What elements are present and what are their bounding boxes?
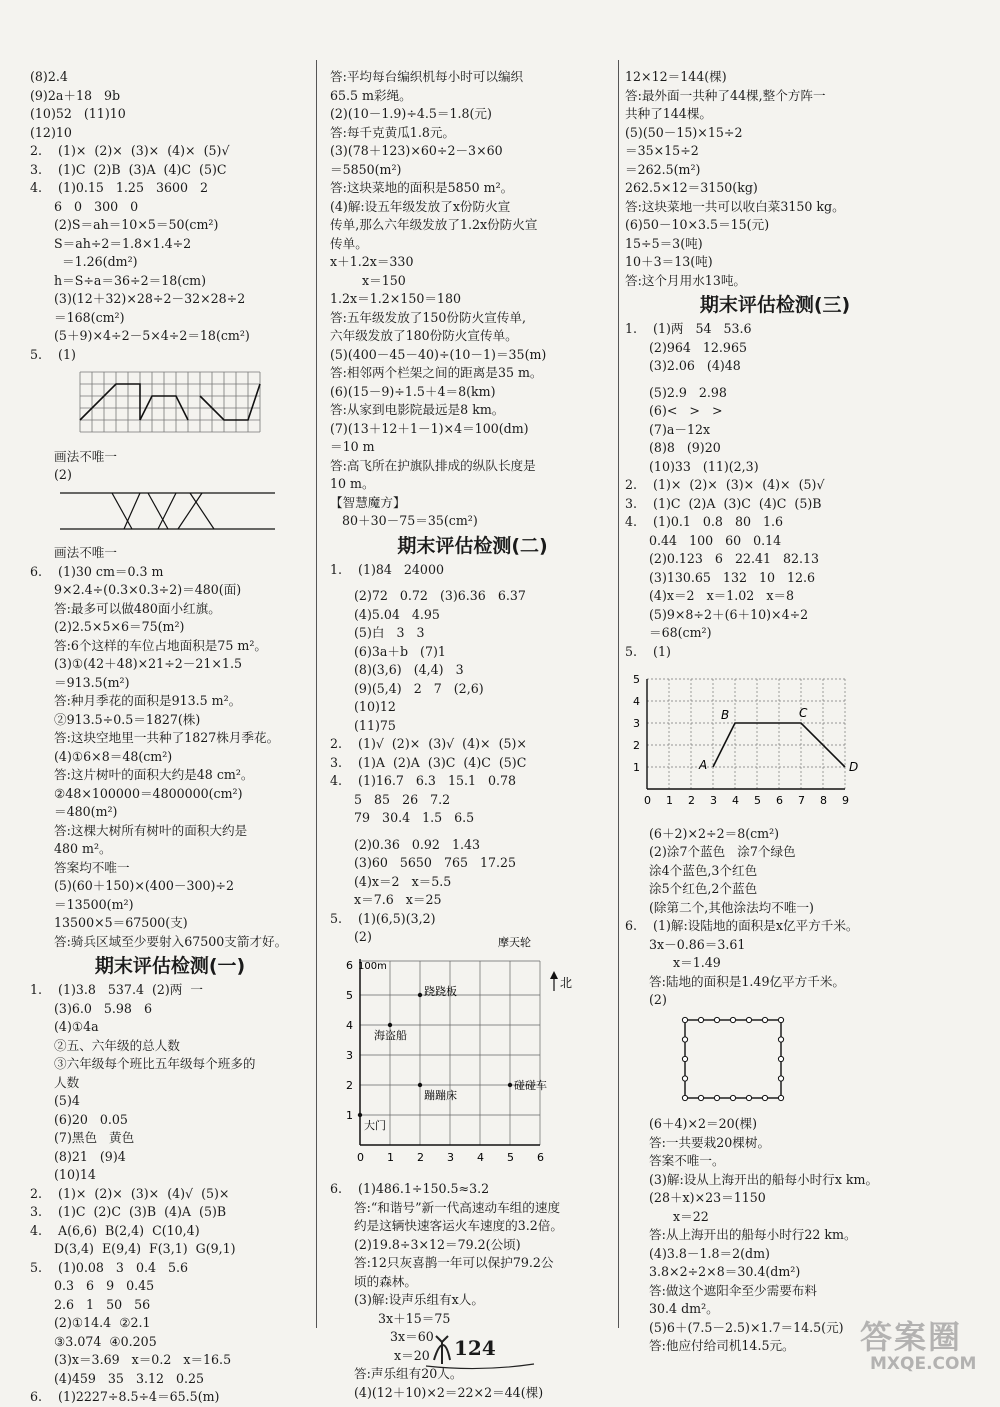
answer-line: 80＋30－75＝35(cm²) xyxy=(330,513,478,528)
answer-line: ②48×100000＝4800000(cm²) xyxy=(30,785,243,801)
answer-line: 1. (1)两 54 53.6 xyxy=(625,321,752,336)
answer-line: 2. (1)× (2)× (3)× (4)× (5)√ xyxy=(30,143,230,158)
answer-line: 答:五年级发放了150份防火宣传单, xyxy=(330,309,527,325)
y-tick-label: 1 xyxy=(633,761,640,774)
y-tick-label: 5 xyxy=(633,673,640,686)
tree-point xyxy=(682,1056,687,1061)
answer-line: 3x＋15＝75 xyxy=(330,1310,451,1326)
answer-line: (10)14 xyxy=(30,1167,96,1182)
connector-line xyxy=(148,493,168,529)
connector-line xyxy=(112,493,132,529)
bumper-car-label: 碰碰车 xyxy=(514,1078,547,1092)
answer-line: (2) xyxy=(330,929,372,944)
answer-line: (2)S＝ah＝10×5＝50(cm²) xyxy=(30,217,219,232)
tree-point xyxy=(746,1095,751,1100)
tree-point xyxy=(698,1095,703,1100)
answer-line: 5. (1) xyxy=(625,643,671,659)
answer-line: 2. (1)√ (2)× (3)√ (4)× (5)× xyxy=(330,736,527,751)
answer-line: 答:“和谐号”新一代高速动车组的速度 xyxy=(330,1199,561,1215)
answer-line: 6. (1)解:设陆地的面积是x亿平方千米。 xyxy=(625,918,859,933)
tree-point xyxy=(778,1036,783,1041)
answer-line: 涂4个蓝色,3个红色 xyxy=(625,862,758,878)
answer-line: S＝ah÷2＝1.8×1.4÷2 xyxy=(30,235,192,251)
answer-line: (3)(12＋32)×28÷2－32×28÷2 xyxy=(30,291,246,306)
answer-line: 答:从上海开出的船每小时行22 km。 xyxy=(625,1227,857,1242)
tree-point xyxy=(682,1036,687,1041)
answer-line: (10)12 xyxy=(330,699,396,714)
line-gap xyxy=(330,828,615,836)
answer-line: 1.2x＝1.2×150＝180 xyxy=(330,291,461,306)
answer-line: 12×12＝144(棵) xyxy=(625,69,727,84)
x-tick-label: 5 xyxy=(754,794,761,807)
answer-line: 答:从家到电影院最远是8 km。 xyxy=(330,402,505,417)
y-tick-label: 2 xyxy=(346,1078,353,1092)
point-label-d: D xyxy=(849,760,859,774)
tree-point xyxy=(762,1095,767,1100)
answer-line: (5)2.9 2.98 xyxy=(625,384,727,400)
answer-line: (除第二个,其他涂法均不唯一) xyxy=(625,899,814,915)
answer-line: (2)①14.4 ②2.1 xyxy=(30,1315,151,1330)
y-tick-label: 2 xyxy=(633,739,640,752)
answer-line: (6)(15－9)÷1.5＋4＝8(km) xyxy=(330,383,496,399)
answer-line: 人数 xyxy=(30,1074,80,1090)
watermark-url: MXQE.COM xyxy=(870,1354,977,1374)
answer-line: ＝168(cm²) xyxy=(30,309,125,325)
answer-line: 画法不唯一 xyxy=(30,448,117,464)
answer-line: 3x＝60 xyxy=(330,1329,434,1344)
answer-line: 答:做这个遮阳伞至少需要布料 xyxy=(625,1282,817,1298)
drawn-shape xyxy=(200,384,260,420)
answer-line: 4. (1)16.7 6.3 15.1 0.78 xyxy=(330,773,517,788)
answer-line: 6. (1)30 cm＝0.3 m xyxy=(30,563,164,579)
answer-line: 答:相邻两个栏架之间的距离是35 m。 xyxy=(330,365,543,380)
tree-point xyxy=(730,1017,735,1022)
answer-line: 答:这块空地里一共种了1827株月季花。 xyxy=(30,730,280,745)
answer-line: 传单,那么六年级发放了1.2x份防火宣 xyxy=(330,217,538,232)
answer-line: (3)130.65 132 10 12.6 xyxy=(625,569,816,585)
answer-line: 共种了144棵。 xyxy=(625,106,713,121)
answer-line: (3)解:设声乐组有x人。 xyxy=(330,1292,484,1307)
answer-line: x＋1.2x＝330 xyxy=(330,254,414,269)
answer-line: (8)21 (9)4 xyxy=(30,1148,126,1164)
answer-line: 79 30.4 1.5 6.5 xyxy=(330,810,475,825)
grid-map xyxy=(330,935,615,1177)
answer-line: 传单。 xyxy=(330,235,368,251)
tree-point xyxy=(682,1017,687,1022)
x-tick-label: 9 xyxy=(842,794,849,807)
answer-line: 答:最多可以做480面小红旗。 xyxy=(30,600,221,616)
bumper-car-point xyxy=(508,1082,512,1086)
north-arrow-head xyxy=(550,971,558,979)
answer-line: (5)4 xyxy=(30,1093,80,1108)
answer-line: 2. (1)× (2)× (3)× (4)× (5)√ xyxy=(625,477,825,492)
answer-line: ＝68(cm²) xyxy=(625,625,712,640)
trampoline-point xyxy=(418,1082,422,1086)
answer-line: 顷的森林。 xyxy=(330,1273,417,1289)
y-tick-label: 3 xyxy=(633,717,640,730)
answer-line: (2) xyxy=(30,467,72,482)
answer-column-3 xyxy=(625,68,925,1356)
answer-line: 3. (1)C (2)B (3)A (4)C (5)C xyxy=(30,161,227,177)
answer-line: 六年级发放了180份防火宣传单。 xyxy=(330,328,518,343)
answer-line: (6)50－10×3.5＝15(元) xyxy=(625,217,770,232)
x-tick-label: 5 xyxy=(507,1150,514,1164)
answer-line: (10)52 (11)10 xyxy=(30,106,126,121)
x-tick-label: 7 xyxy=(798,794,805,807)
x-tick-label: 8 xyxy=(820,794,827,807)
answer-line: 0.3 6 9 0.45 xyxy=(30,1278,155,1293)
trampoline-label: 蹦蹦床 xyxy=(424,1088,457,1102)
answer-line: 3. (1)C (2)C (3)B (4)A (5)B xyxy=(30,1204,227,1219)
answer-line: (7)(13＋12＋1－1)×4＝100(dm) xyxy=(330,420,529,436)
answer-line: (5)(400－45－40)÷(10－1)＝35(m) xyxy=(330,346,547,362)
answer-line: 答:平均每台编织机每小时可以编织 xyxy=(330,69,524,84)
answer-column-1 xyxy=(30,68,310,1407)
answer-line: (11)75 xyxy=(330,717,396,733)
answer-line: (2)72 0.72 (3)6.36 6.37 xyxy=(330,588,526,603)
answer-line: (2) xyxy=(625,992,667,1007)
answer-line: x＝150 xyxy=(330,272,406,288)
tree-point xyxy=(778,1095,783,1100)
answer-line: 1. (1)84 24000 xyxy=(330,561,444,577)
y-tick-label: 3 xyxy=(346,1048,353,1062)
answer-line: 10＋3＝13(吨) xyxy=(625,254,713,269)
answer-line: 10 m。 xyxy=(330,476,375,491)
answer-line: 65.5 m彩绳。 xyxy=(330,87,412,103)
answer-line: (4)3.8－1.8＝2(dm) xyxy=(625,1245,770,1261)
answer-line: (10)33 (11)(2,3) xyxy=(625,458,759,474)
answer-line: x＝1.49 xyxy=(625,955,721,970)
x-tick-label: 1 xyxy=(666,794,673,807)
answer-line: D(3,4) E(9,4) F(3,1) G(9,1) xyxy=(30,1241,236,1256)
answer-line: ②913.5÷0.5＝1827(株) xyxy=(30,711,201,727)
answer-line: ＝262.5(m²) xyxy=(625,161,701,177)
answer-line: 答:这棵大树所有树叶的面积大约是 xyxy=(30,822,248,838)
x-tick-label: 0 xyxy=(357,1150,364,1164)
square-outline xyxy=(685,1020,781,1098)
answer-line: 30.4 dm²。 xyxy=(625,1301,719,1316)
answer-line: (6＋2)×2÷2＝8(cm²) xyxy=(625,825,780,841)
page-number-text: 124 xyxy=(454,1336,496,1360)
answer-line: (4)①4a xyxy=(30,1019,99,1034)
answer-line: 答:这个月用水13吨。 xyxy=(625,272,747,288)
answer-line: (6)< > > xyxy=(625,403,723,418)
answer-line: (3)①(42＋48)×21÷2－21×1.5 xyxy=(30,656,242,671)
answer-line: 2.6 1 50 56 xyxy=(30,1296,151,1312)
answer-line: ＝10 m xyxy=(330,439,375,454)
x-tick-label: 3 xyxy=(710,794,717,807)
parallel-lines-drawing xyxy=(30,487,310,541)
y-tick-label: 4 xyxy=(633,695,640,708)
answer-line: (4)x＝2 x＝5.5 xyxy=(330,873,452,889)
answer-line: 答案不唯一。 xyxy=(625,1153,725,1168)
x-tick-label: 3 xyxy=(447,1150,454,1164)
answer-line: 5 85 26 7.2 xyxy=(330,791,451,807)
tree-square-drawing-svg xyxy=(625,1012,825,1106)
answer-line: 答:12只灰喜鹊一年可以保护79.2公 xyxy=(330,1255,554,1270)
column-divider xyxy=(316,60,317,1328)
answer-line: ＝5850(m²) xyxy=(330,161,402,177)
connector-line xyxy=(124,493,140,529)
answer-line: 答:这块菜地的面积是5850 m²。 xyxy=(330,180,514,195)
answer-line: (9)2a＋18 9b xyxy=(30,87,121,103)
connector-line xyxy=(190,493,214,529)
watermark-logo xyxy=(850,1312,990,1382)
answer-line: (7)a－12x xyxy=(625,421,711,437)
answer-line: (5)6＋(7.5－2.5)×1.7＝14.5(元) xyxy=(625,1319,844,1335)
answer-line: x＝22 xyxy=(625,1208,709,1224)
answer-line: (5)白 3 3 xyxy=(330,625,425,640)
ferris-wheel-label: 摩天轮 xyxy=(498,935,531,949)
answer-column-2 xyxy=(330,68,615,1402)
x-tick-label: 0 xyxy=(644,794,651,807)
connector-line xyxy=(158,493,176,529)
answer-line: 答:陆地的面积是1.49亿平方千米。 xyxy=(625,973,846,989)
answer-line: 15÷5＝3(吨) xyxy=(625,235,703,251)
answer-line: (5)9×8÷2＋(6＋10)×4÷2 xyxy=(625,606,809,622)
answer-line: 13500×5＝67500(支) xyxy=(30,915,188,930)
answer-line: 3. (1)A (2)A (3)C (4)C (5)C xyxy=(330,754,527,770)
answer-line: 画法不唯一 xyxy=(30,545,117,560)
x-tick-label: 6 xyxy=(776,794,783,807)
answer-line: 6 0 300 0 xyxy=(30,198,139,214)
parallel-lines-drawing-svg xyxy=(30,487,280,535)
answer-line: (3)(78＋123)×60÷2－3×60 xyxy=(330,143,503,158)
trapezoid-coordinate-chart-svg xyxy=(625,663,885,815)
x-tick-label: 2 xyxy=(417,1150,424,1164)
answer-line: 5. (1)(6,5)(3,2) xyxy=(330,910,436,926)
answer-line: 答案均不唯一 xyxy=(30,859,130,875)
y-tick-label: 1 xyxy=(346,1108,353,1122)
tree-point xyxy=(730,1095,735,1100)
answer-line: ＝480(m²) xyxy=(30,804,118,819)
answer-line: 6. (1)2227÷8.5÷4＝65.5(m) xyxy=(30,1389,220,1404)
tree-point xyxy=(778,1075,783,1080)
grid-drawing-1-svg xyxy=(30,366,280,438)
answer-line: ＝13500(m²) xyxy=(30,896,134,912)
tree-point xyxy=(778,1056,783,1061)
answer-line: 答:声乐组有20人。 xyxy=(330,1366,463,1381)
answer-line: 【智慧魔方】 xyxy=(330,494,406,510)
main-gate-point xyxy=(358,1112,362,1116)
answer-line: (3)x＝3.69 x＝0.2 x＝16.5 xyxy=(30,1352,232,1367)
answer-line: (4)解:设五年级发放了x份防火宣 xyxy=(330,198,511,214)
scale-label: 100m xyxy=(358,960,387,972)
answer-line: (9)(5,4) 2 7 (2,6) xyxy=(330,680,484,696)
y-tick-label: 5 xyxy=(346,988,353,1002)
answer-line: 答:种月季花的面积是913.5 m²。 xyxy=(30,693,242,708)
answer-line: (8)8 (9)20 xyxy=(625,440,721,455)
answer-line: 答:骑兵区域至少要射入67500支箭才好。 xyxy=(30,933,288,949)
answer-line: 1. (1)3.8 537.4 (2)两 一 xyxy=(30,982,203,997)
column-divider xyxy=(618,60,619,1328)
section-title: 期末评估检测(三) xyxy=(699,294,851,316)
answer-line: (6＋4)×2＝20(棵) xyxy=(625,1116,758,1131)
point-label-a: A xyxy=(699,758,708,772)
tree-square-drawing xyxy=(625,1012,925,1112)
answer-line: (5)(60＋150)×(400－300)÷2 xyxy=(30,878,234,893)
connector-line xyxy=(178,493,202,529)
tree-point xyxy=(714,1095,719,1100)
drawn-shape xyxy=(80,384,140,420)
answer-line: (3)60 5650 765 17.25 xyxy=(330,855,517,870)
trapezoid-coordinate-chart xyxy=(625,663,925,821)
tree-point xyxy=(698,1017,703,1022)
answer-line: x＝7.6 x＝25 xyxy=(330,892,442,907)
answer-line: (2)0.36 0.92 1.43 xyxy=(330,836,480,852)
answer-line: ＝35×15÷2 xyxy=(625,143,699,158)
answer-line: (3)6.0 5.98 6 xyxy=(30,1000,152,1016)
x-tick-label: 1 xyxy=(387,1150,394,1164)
answer-line: h＝S÷a＝36÷2＝18(cm) xyxy=(30,272,207,288)
grid-map-svg xyxy=(330,935,573,1171)
answer-line: (2)0.123 6 22.41 82.13 xyxy=(625,551,820,566)
tree-point xyxy=(778,1017,783,1022)
answer-line: 答:他应付给司机14.5元。 xyxy=(625,1338,795,1353)
answer-line: (6)3a＋b (7)1 xyxy=(330,643,446,659)
answer-line: 2. (1)× (2)× (3)× (4)√ (5)× xyxy=(30,1185,230,1201)
answer-line: x＝20 xyxy=(330,1347,430,1363)
line-gap xyxy=(330,579,615,587)
answer-line: (6)20 0.05 xyxy=(30,1111,128,1127)
answer-line: 涂5个红色,2个蓝色 xyxy=(625,881,758,896)
answer-line: 答:6个这样的车位占地面积是75 m²。 xyxy=(30,637,268,653)
answer-line: 5. (1)0.08 3 0.4 5.6 xyxy=(30,1259,189,1275)
tree-point xyxy=(714,1017,719,1022)
answer-line: 答:一共要栽20棵树。 xyxy=(625,1134,771,1150)
answer-line: 0.44 100 60 0.14 xyxy=(625,532,782,548)
answer-line: ＝1.26(dm²) xyxy=(30,254,138,269)
tree-point xyxy=(762,1017,767,1022)
pirate-ship-label: 海盗船 xyxy=(374,1028,407,1042)
answer-line: (2)19.8÷3×12＝79.2(公顷) xyxy=(330,1236,521,1252)
answer-line: (3)2.06 (4)48 xyxy=(625,358,741,373)
answer-line: 答:每千克黄瓜1.8元。 xyxy=(330,124,456,140)
answer-line: (4)459 35 3.12 0.25 xyxy=(30,1370,205,1386)
seesaw-point xyxy=(418,992,422,996)
answer-line: 答:这片树叶的面积大约是48 cm²。 xyxy=(30,767,254,782)
pirate-ship-point xyxy=(388,1022,392,1026)
answer-line: 答:最外面一共种了44棵,整个方阵一 xyxy=(625,87,826,103)
answer-line: 3. (1)C (2)A (3)C (4)C (5)B xyxy=(625,495,822,511)
answer-line: 262.5×12＝3150(kg) xyxy=(625,180,758,195)
point-label-c: C xyxy=(799,706,808,720)
answer-line: (3)解:设从上海开出的船每小时行x km。 xyxy=(625,1171,879,1187)
north-label: 北 xyxy=(560,975,573,990)
answer-line: 答:这块菜地一共可以收白菜3150 kg。 xyxy=(625,198,845,214)
answer-line: 4. (1)0.1 0.8 80 1.6 xyxy=(625,514,784,529)
x-tick-label: 4 xyxy=(477,1150,484,1164)
answer-line: (4)x＝2 x＝1.02 x＝8 xyxy=(625,588,795,603)
answer-line: (2)(10－1.9)÷4.5＝1.8(元) xyxy=(330,106,492,121)
answer-line: (8)2.4 xyxy=(30,69,68,84)
answer-line: 6. (1)486.1÷150.5≈3.2 xyxy=(330,1181,490,1196)
seesaw-label: 跷跷板 xyxy=(424,984,457,998)
answer-line: (4)5.04 4.95 xyxy=(330,606,440,622)
grid-drawing-1 xyxy=(30,366,310,444)
section-title: 期末评估检测(二) xyxy=(397,534,548,557)
answer-line: 3x－0.86＝3.61 xyxy=(625,936,746,952)
y-tick-label: 6 xyxy=(346,958,353,972)
answer-line: (5)(50－15)×15÷2 xyxy=(625,124,743,140)
answer-line: (4)(12＋10)×2＝22×2＝44(棵) xyxy=(330,1384,544,1400)
x-tick-label: 6 xyxy=(537,1150,544,1164)
page-number xyxy=(420,1330,540,1370)
x-tick-label: 4 xyxy=(732,794,739,807)
tree-point xyxy=(682,1095,687,1100)
answer-line: 480 m²。 xyxy=(30,841,112,856)
answer-line: (2)964 12.965 xyxy=(625,339,747,355)
answer-line: ③六年级每个班比五年级每个班多的 xyxy=(30,1056,256,1071)
main-gate-label: 大门 xyxy=(364,1118,386,1132)
line-gap xyxy=(625,376,925,384)
watermark-title: 答案圈 xyxy=(860,1318,963,1356)
answer-line: 9×2.4÷(0.3×0.3÷2)＝480(面) xyxy=(30,582,242,597)
y-tick-label: 4 xyxy=(346,1018,353,1032)
answer-line: (4)①6×8＝48(cm²) xyxy=(30,748,173,764)
answer-line: ＝913.5(m²) xyxy=(30,674,130,690)
answer-line: ③3.074 ④0.205 xyxy=(30,1333,157,1349)
answer-line: (8)(3,6) (4,4) 3 xyxy=(330,662,464,677)
answer-line: 5. (1) xyxy=(30,346,76,362)
answer-line: 约是这辆快速客运火车速度的3.2倍。 xyxy=(330,1218,563,1233)
answer-line: (7)黑色 黄色 xyxy=(30,1130,135,1145)
tree-point xyxy=(746,1017,751,1022)
answer-line: (12)10 xyxy=(30,124,72,140)
answer-line: (2)2.5×5×6＝75(m²) xyxy=(30,619,185,634)
section-title: 期末评估检测(一) xyxy=(94,955,246,977)
point-label-b: B xyxy=(721,708,730,722)
answer-line: (28＋x)×23＝1150 xyxy=(625,1190,766,1205)
tree-point xyxy=(682,1075,687,1080)
answer-line: ②五、六年级的总人数 xyxy=(30,1037,180,1053)
answer-line: (5＋9)×4÷2－5×4÷2＝18(cm²) xyxy=(30,328,250,343)
answer-line: 答:高飞所在护旗队排成的纵队长度是 xyxy=(330,457,536,473)
answer-line: 4. A(6,6) B(2,4) C(10,4) xyxy=(30,1222,200,1238)
answer-line: (2)涂7个蓝色 涂7个绿色 xyxy=(625,844,796,859)
answer-line: 4. (1)0.15 1.25 3600 2 xyxy=(30,180,209,195)
x-tick-label: 2 xyxy=(688,794,695,807)
answer-line: 3.8×2÷2×8＝30.4(dm²) xyxy=(625,1264,801,1279)
